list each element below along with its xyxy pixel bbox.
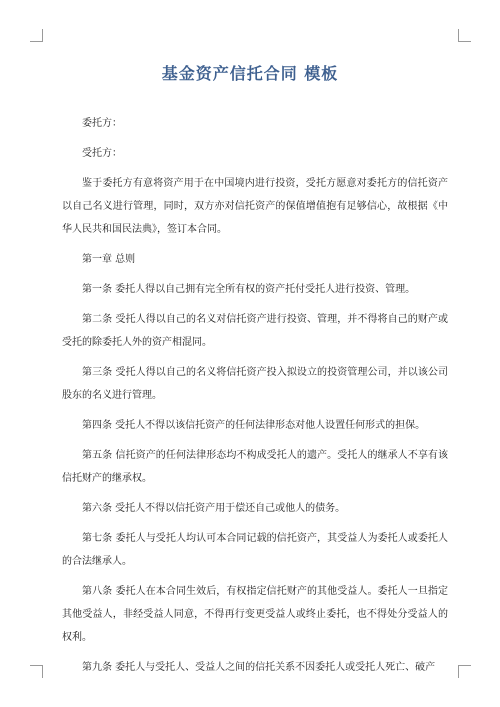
chapter-heading: 第一章 总则 xyxy=(82,254,136,265)
paragraph-trustee: 受托方： xyxy=(82,148,122,159)
article-1: 第一条 委托人得以自己拥有完全所有权的资产托付受托人进行投资、管理。 xyxy=(82,284,416,295)
document-body xyxy=(62,112,448,679)
crop-mark-bottom-right xyxy=(458,665,471,678)
article-5: 第五条 信托资产的任何法律形态均不构成受托人的遗产。受托人的继承人不享有该信托财产的继承权。 xyxy=(62,450,448,484)
article-4: 第四条 受托人不得以该信托资产的任何法律形态对他人设置任何形式的担保。 xyxy=(82,420,426,431)
article-7: 第七条 委托人与受托人均认可本合同记载的信托资产，其受益人为委托人或委托人的合法继承人。 xyxy=(62,533,448,567)
article-6: 第六条 受托人不得以信托资产用于偿还自己或他人的债务。 xyxy=(82,503,346,514)
article-8: 第八条 委托人在本合同生效后，有权指定信托财产的其他受益人。委托人一旦指定其他受益人，非经受益人同意，不得再行变更受益人或终止委托，也不得处分受益人的权利。 xyxy=(62,586,448,643)
article-9: 第九条 委托人与受托人、受益人之间的信托关系不因委托人或受托人死亡、破产 xyxy=(82,662,436,673)
paragraph-entrustor: 委托方： xyxy=(82,118,122,129)
article-2: 第二条 受托人得以自己的名义对信托资产进行投资、管理，并不得将自己的财产或受托的除委托人外的资产相混同。 xyxy=(62,314,448,348)
article-3: 第三条 受托人得以自己的名义将信托资产投入拟设立的投资管理公司，并以该公司股东的名义进行管理。 xyxy=(62,367,448,401)
paragraph-preamble: 鉴于委托方有意将资产用于在中国境内进行投资，受托方愿意对委托方的信托资产以自己名义进行管理，同时，双方亦对信托资产的保值增值抱有足够信心，故根据《中华人民共和国民法典》，签订本合同。 xyxy=(62,178,448,235)
document-title: 基金资产信托合同 模板 xyxy=(161,64,339,83)
crop-mark-top-left xyxy=(30,29,43,42)
crop-mark-top-right xyxy=(458,29,471,42)
crop-mark-bottom-left xyxy=(30,665,43,678)
